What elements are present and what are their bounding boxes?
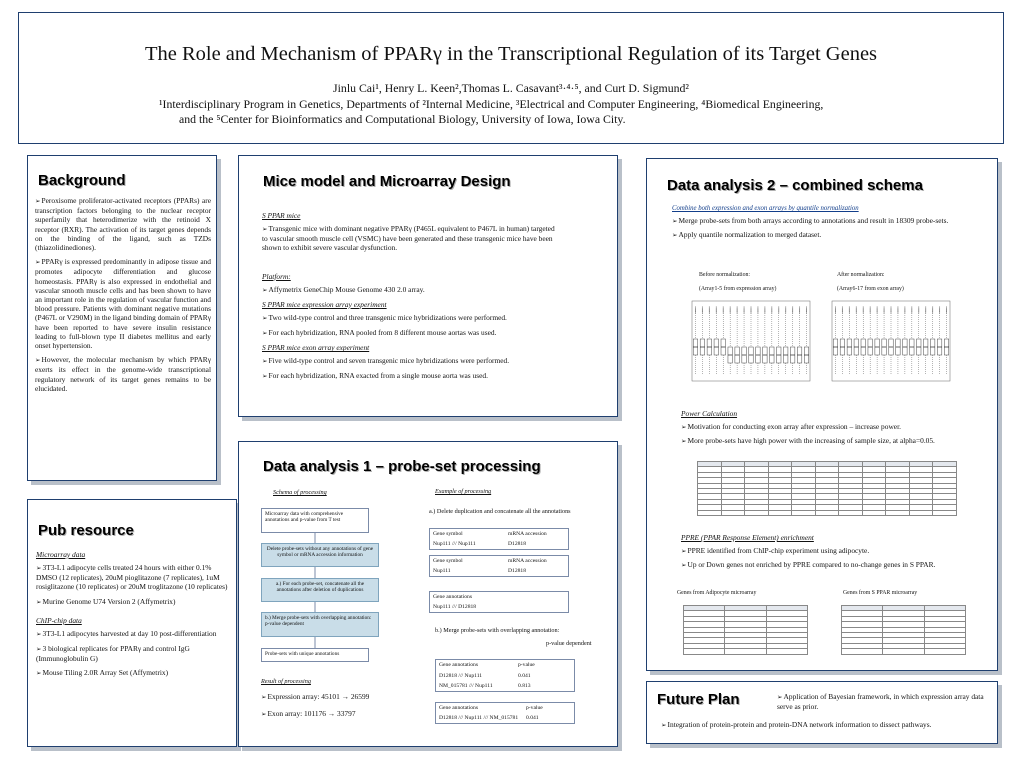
expression-experiment-item: ➢ Two wild-type control and three transgenic mice hybridizations were performed. (262, 313, 562, 323)
tiny-table-cell (792, 510, 816, 515)
chip-data-heading: ChIP-chip data (36, 615, 82, 625)
pub-resource-panel (27, 499, 237, 747)
data-analysis-2-title: Data analysis 2 – combined schema (667, 177, 923, 194)
background-paragraph: ➢ Peroxisome proliferator-activated receptors (PPARs) are transcription factors belonging to the nuclear receptor superfamily that heterodimerize with the retinoid X receptor (RXR). The activation of its target genes depends on the binding of the ligand, such as TZDs (thiazolidinediones). (35, 196, 211, 252)
exon-experiment-item: ➢ Five wild-type control and seven transgenic mice hybridizations were performed. (262, 356, 562, 366)
data-analysis-2-panel (646, 158, 998, 671)
tiny-table-cell (886, 510, 910, 515)
pub-resource-body (36, 550, 232, 679)
tiny-table-cell (862, 510, 886, 515)
tiny-table-cell (684, 649, 725, 654)
background-panel (27, 155, 217, 481)
poster-title: The Role and Mechanism of PPARγ in the Transcriptional Regulation of its Target Genes (144, 43, 878, 65)
schema-heading: Schema of processing (273, 489, 327, 496)
platform-text: ➢ Affymetrix GeneChip Mouse Genome 430 2.0 array. (262, 285, 562, 295)
tiny-table-cell (766, 649, 807, 654)
tiny-table-cell (698, 510, 722, 515)
combine-section (672, 205, 987, 240)
affiliation-line-1: ¹Interdisciplinary Program in Genetics, Departments of ²Internal Medicine, ³Electrical and Computer Engineering, ⁴Biomedical Engineering, (159, 97, 824, 111)
step-a-label: a.) Delete duplication and concatenate all the annotations (429, 508, 571, 515)
microarray-data-heading: Microarray data (36, 550, 86, 559)
exon-experiment-heading: S PPAR mice exon array experiment (262, 343, 370, 353)
background-body (35, 196, 211, 393)
result-expression: ➢ Expression array: 45101 → 26599 (261, 692, 369, 702)
tiny-table (683, 605, 808, 655)
flow-box-merge: b.) Merge probe-sets with overlapping annotation: p-value dependent (261, 612, 379, 637)
sppar-mice-heading: S PPAR mice (262, 211, 301, 220)
power-item: ➢ Motivation for conducting exon array after expression – increase power. (681, 422, 993, 432)
affiliations (159, 97, 919, 127)
future-plan-panel (646, 681, 998, 744)
flow-box-concatenate: a.) For each probe-set, concatenate all the annotations after deletion of duplications (261, 578, 379, 602)
tiny-table (697, 461, 957, 516)
example-table-4: Gene annotations p-value D12818 /// Nup111 0.041 NM_015781 /// Nup111 0.813 (435, 659, 575, 692)
expression-experiment-item: ➢ For each hybridization, RNA pooled from 8 different mouse aortas was used. (262, 328, 562, 338)
tiny-table-cell (725, 649, 766, 654)
data-analysis-1-panel (238, 441, 618, 747)
step-b-label: b.) Merge probe-sets with overlapping annotation: (435, 627, 560, 634)
before-sublabel: (Array1-5 from expression array) (699, 286, 777, 292)
adipocyte-table-label: Genes from Adipocyte microarray (677, 590, 757, 596)
tiny-table-cell (721, 510, 745, 515)
power-item: ➢ More probe-sets have high power with the increasing of sample size, at alpha=0.05. (681, 436, 993, 446)
future-plan-title: Future Plan (657, 691, 740, 708)
background-paragraph: ➢ However, the molecular mechanism by which PPARγ exerts its effect in the genome-wide transcriptional regulatory network of its target genes remains to be elucidated. (35, 355, 211, 393)
power-heading: Power Calculation (681, 409, 738, 418)
future-item: ➢ Application of Bayesian framework, in which expression array data serve as prior. (777, 692, 987, 711)
tiny-table-cell (815, 510, 839, 515)
ppre-item: ➢ PPRE identified from ChIP-chip experiment using adipocyte. (681, 546, 993, 556)
step-b-label-2: p-value dependent (546, 640, 592, 647)
ppre-item: ➢ Up or Down genes not enriched by PPRE compared to no-change genes in S PPAR. (681, 560, 993, 570)
expression-experiment-heading: S PPAR mice expression array experiment (262, 299, 387, 309)
example-table-2: Gene symbol mRNA accession Nup111 D12818 (429, 555, 569, 577)
mice-model-body (262, 211, 562, 382)
tiny-table-cell (883, 649, 924, 654)
background-title: Background (38, 172, 126, 189)
tiny-table-cell (842, 649, 883, 654)
flow-box-input: Microarray data with comprehensive annotations and p-value from T test (261, 508, 369, 533)
flow-box-delete: Delete probe-sets without any annotations of gene symbol or mRNA accession information (261, 543, 379, 567)
chip-item: ➢ 3T3-L1 adipocytes harvested at day 10 post-differentiation (36, 629, 232, 639)
background-paragraph: ➢ PPARγ is expressed predominantly in adipose tissue and promotes adipocyte differentiation and glucose homeostasis. PPARγ is also expressed in endothelial and vascular smooth muscle cells and has been shown to have an important role in the regulation of vascular function and blood pressure. Patients with dominant negative mutations (P467L or V290M) in the ligand binding domain of PPARγ have been reported to have severe insulin resistance leading to full-blown type II diabetes mellitus and early onset hypertension. (35, 257, 211, 350)
result-exon: ➢ Exon array: 101176 → 33797 (261, 709, 356, 719)
ppre-section (681, 533, 993, 570)
tiny-table-cell (768, 510, 792, 515)
future-item: ➢ Integration of protein-protein and protein-DNA network information to dissect pathways. (661, 720, 991, 730)
ppre-table-adipocyte (683, 605, 808, 655)
example-table-1: Gene symbol mRNA accession Nup111 /// Nup111 D12818 (429, 528, 569, 550)
combine-item: ➢ Merge probe-sets from both arrays according to annotations and result in 18309 probe-sets. (672, 216, 987, 226)
ppre-table-sppar (841, 605, 966, 655)
platform-heading: Platform: (262, 271, 291, 281)
tiny-table (841, 605, 966, 655)
data-analysis-1-title: Data analysis 1 – probe-set processing (263, 458, 541, 475)
tiny-table-cell (933, 510, 957, 515)
exon-experiment-item: ➢ For each hybridization, RNA exacted from a single mouse aorta was used. (262, 371, 562, 381)
before-label: Before normalization: (699, 272, 751, 278)
result-heading: Result of processing (261, 678, 311, 685)
tiny-table-cell (909, 510, 933, 515)
poster-header (18, 12, 1004, 144)
power-section (681, 409, 993, 446)
mice-model-title: Mice model and Microarray Design (263, 173, 511, 190)
affiliation-line-2: and the ⁵Center for Bioinformatics and Computational Biology, University of Iowa, Iowa City. (179, 112, 626, 126)
author-list: Jinlu Cai¹, Henry L. Keen²,Thomas L. Casavant³·⁴·⁵, and Curt D. Sigmund² (333, 81, 689, 95)
normalization-boxplots (687, 299, 987, 399)
mice-model-panel (238, 155, 618, 417)
sppar-table-label: Genes from S PPAR microarray (843, 590, 918, 596)
tiny-table-cell (924, 649, 965, 654)
chip-item: ➢ Mouse Tiling 2.0R Array Set (Affymetrix) (36, 668, 232, 678)
example-table-3: Gene annotations Nup111 /// D12818 (429, 591, 569, 613)
sppar-mice-text: ➢ Transgenic mice with dominant negative PPARγ (P465L equivalent to P467L in human) targeted to vascular smooth muscle cell (VSMC) have been generated and these transgenic mice have been shown to exhibit severe vascular dysfunction. (262, 224, 562, 253)
example-table-5: Gene annotations p-value D12818 /// Nup111 /// NM_015781 0.041 (435, 702, 575, 724)
microarray-item: ➢ 3T3-L1 adipocyte cells treated 24 hours with either 0.1% DMSO (12 replicates), 20uM pioglitazone (7 replicates), 1uM rosiglitazone (10 replicates) or 20uM troglitazone (10 replicates) (36, 563, 232, 592)
tiny-table-cell (839, 510, 863, 515)
tiny-table-cell (745, 510, 769, 515)
pub-resource-title: Pub resource (38, 522, 134, 539)
power-table (697, 461, 957, 521)
after-sublabel: (Array6-17 from exon array) (837, 286, 904, 292)
microarray-item: ➢ Murine Genome U74 Version 2 (Affymetrix) (36, 597, 232, 607)
combine-heading: Combine both expression and exon arrays by quantile normalization (672, 205, 859, 212)
combine-item: ➢ Apply quantile normalization to merged dataset. (672, 230, 987, 240)
after-label: After normalization: (837, 272, 885, 278)
ppre-heading: PPRE (PPAR Response Element) enrichment (681, 533, 814, 542)
example-heading: Example of processing (435, 488, 492, 495)
flow-box-output: Probe-sets with unique annotations (261, 648, 369, 662)
chip-item: ➢ 3 biological replicates for PPARγ and control IgG (Immunoglobulin G) (36, 644, 232, 663)
